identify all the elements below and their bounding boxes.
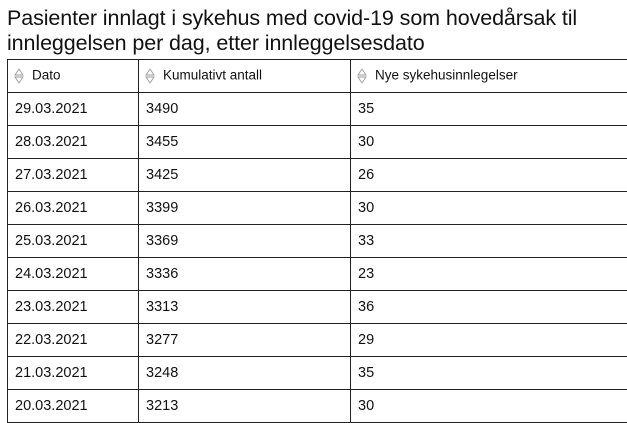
column-header-kumulativt-antall[interactable] (139, 60, 351, 93)
cell-kumulativt: 3490 (139, 93, 351, 126)
cell-dato: 20.03.2021 (8, 390, 139, 423)
cell-nye: 30 (351, 192, 627, 225)
cell-nye: 36 (351, 291, 627, 324)
cell-kumulativt: 3277 (139, 324, 351, 357)
cell-dato: 25.03.2021 (8, 225, 139, 258)
cell-nye: 23 (351, 258, 627, 291)
cell-nye: 35 (351, 357, 627, 390)
cell-kumulativt: 3313 (139, 291, 351, 324)
table-row (8, 159, 627, 192)
table-row (8, 357, 627, 390)
cell-kumulativt: 3455 (139, 126, 351, 159)
sort-icon[interactable] (14, 67, 24, 85)
cell-dato: 22.03.2021 (8, 324, 139, 357)
column-header-label: Nye sykehusinnlegelser (375, 67, 518, 83)
cell-dato: 24.03.2021 (8, 258, 139, 291)
column-header-dato[interactable] (8, 60, 139, 93)
cell-nye: 30 (351, 126, 627, 159)
column-header-label: Kumulativt antall (163, 67, 263, 83)
table-row (8, 93, 627, 126)
cell-kumulativt: 3248 (139, 357, 351, 390)
cell-nye: 33 (351, 225, 627, 258)
cell-dato: 29.03.2021 (8, 93, 139, 126)
table-row (8, 324, 627, 357)
column-header-nye-sykehusinnlegelser[interactable] (351, 60, 627, 93)
cell-dato: 26.03.2021 (8, 192, 139, 225)
cell-dato: 23.03.2021 (8, 291, 139, 324)
column-header-label: Dato (32, 67, 61, 83)
table-row (8, 258, 627, 291)
table-row (8, 126, 627, 159)
cell-kumulativt: 3213 (139, 390, 351, 423)
cell-dato: 28.03.2021 (8, 126, 139, 159)
table-row (8, 390, 627, 423)
cell-nye: 35 (351, 93, 627, 126)
page-title: Pasienter innlagt i sykehus med covid-19 som hovedårsak til innleggelsen per dag, etter innleggelsesdato (7, 6, 578, 55)
table-row (8, 291, 627, 324)
table-row (8, 225, 627, 258)
cell-kumulativt: 3369 (139, 225, 351, 258)
data-table (7, 59, 627, 423)
cell-nye: 30 (351, 390, 627, 423)
cell-nye: 26 (351, 159, 627, 192)
sort-icon[interactable] (357, 67, 367, 85)
table-row (8, 192, 627, 225)
cell-dato: 27.03.2021 (8, 159, 139, 192)
cell-kumulativt: 3399 (139, 192, 351, 225)
cell-kumulativt: 3425 (139, 159, 351, 192)
cell-nye: 29 (351, 324, 627, 357)
cell-dato: 21.03.2021 (8, 357, 139, 390)
sort-icon[interactable] (145, 67, 155, 85)
table-header-row (8, 60, 627, 93)
cell-kumulativt: 3336 (139, 258, 351, 291)
